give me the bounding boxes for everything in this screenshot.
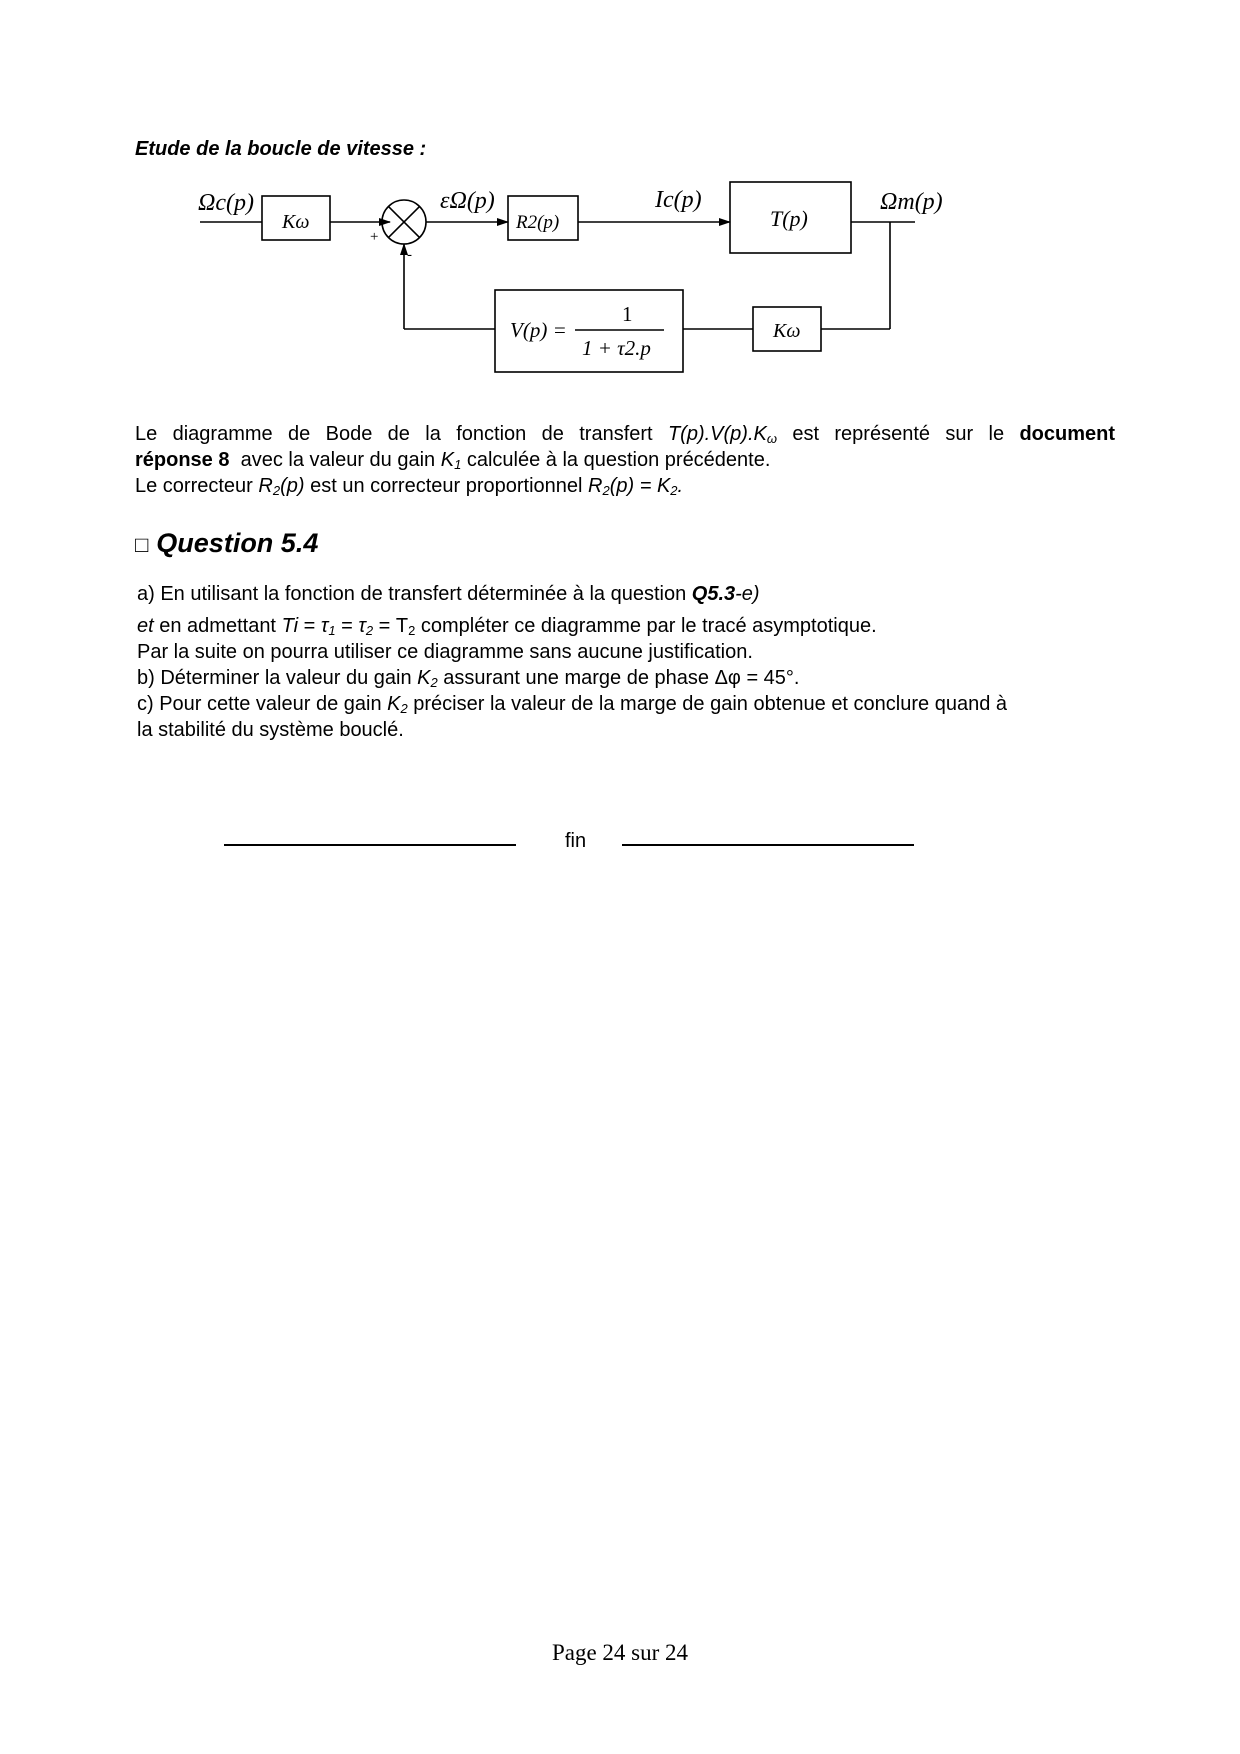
v-lhs-label: V(p) = bbox=[510, 318, 567, 342]
fin-rule-left bbox=[224, 844, 516, 846]
v-numerator: 1 bbox=[622, 302, 633, 326]
question-body: a) En utilisant la fonction de transfert déterminée à la question Q5.3-e) et en admettant $Ti = \tau_1 = \tau_2 = T_2$ compléter ce diagramme par le tracé asymptotique. Par la suite on pourra utiliser ce diagramme sans aucune justification. b) Déterminer la valeur du gain $K_2$ assurant une marge de phase Δφ = 45°. c) Pour cette valeur de gain $K_2$ préciser la valeur de la marge de gain obtenue et conclure quand à la stabilité du système bouclé. bbox=[137, 583, 1007, 741]
r2-label: R2(p) bbox=[516, 212, 560, 233]
section-heading: Etude de la boucle de vitesse : bbox=[135, 138, 427, 160]
v-denominator: 1 + τ2.p bbox=[582, 336, 651, 360]
page-footer: Page 24 sur 24 bbox=[551, 1640, 689, 1665]
fin-text: fin bbox=[565, 830, 587, 852]
checkbox-icon: □ bbox=[135, 532, 149, 557]
current-label: Ic(p) bbox=[655, 187, 702, 213]
input-label: Ωc(p) bbox=[198, 190, 254, 216]
bode-paragraph: Le diagramme de Bode de la fonction de transfert $T(p).V(p).K_\omega$ est représenté sur le document réponse 8 avec la valeur du gain $K_1$ calculée à la question précédente. Le correcteur $R_2(p)$ est un correcteur proportionnel $R_2(p) = K_2$. bbox=[135, 423, 1115, 498]
t-label: T(p) bbox=[770, 206, 808, 231]
plus-sign: + bbox=[370, 229, 379, 245]
k-omega-feedback-label: Kω bbox=[773, 320, 801, 342]
block-diagram bbox=[190, 175, 980, 385]
k-omega-input-label: Kω bbox=[282, 211, 310, 233]
fin-rule-right bbox=[622, 844, 914, 846]
error-label: εΩ(p) bbox=[440, 188, 495, 214]
minus-sign: - bbox=[407, 247, 412, 263]
output-label: Ωm(p) bbox=[880, 189, 943, 215]
question-title: □ Question 5.4 bbox=[135, 528, 319, 558]
